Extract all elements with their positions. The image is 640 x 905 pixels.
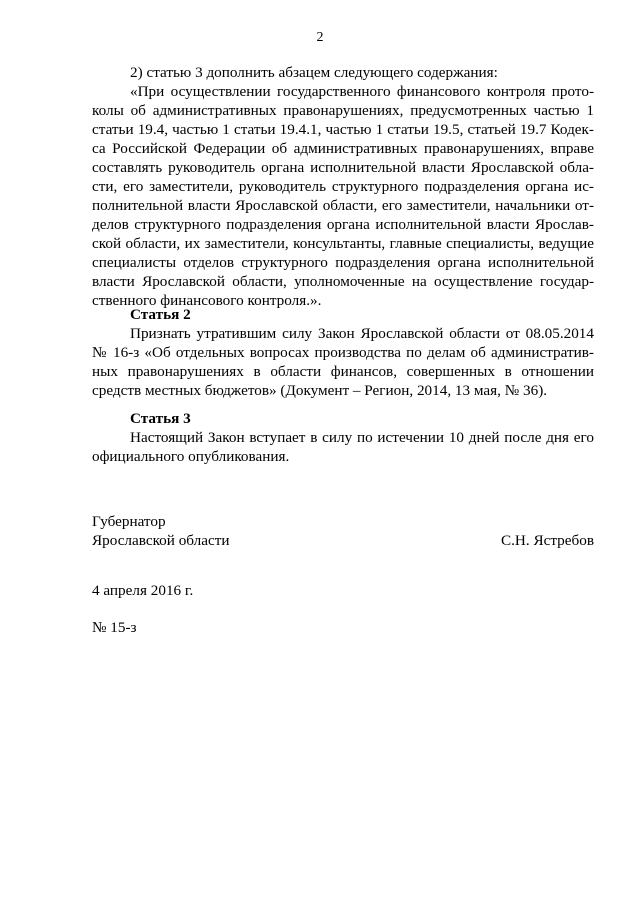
date-block (92, 581, 594, 600)
signature-block (92, 512, 594, 550)
amendment-line: составлять руководитель органа исполнительной власти Ярославской обла- (92, 159, 594, 176)
law-date: 4 апреля 2016 г. (92, 582, 194, 599)
amendment-line: статьи 19.4, частью 1 статьи 19.4.1, частью 1 статьи 19.5, статьей 19.7 Кодек- (92, 121, 594, 138)
article-2-line: Признать утратившим силу Закон Ярославской области от 08.05.2014 (130, 325, 594, 342)
amendment-section (92, 63, 594, 310)
signatory-title: Губернатор (92, 513, 166, 530)
amendment-line: делов структурного подразделения органа исполнительной власти Ярослав- (92, 216, 594, 233)
article-3-line: Настоящий Закон вступает в силу по истечении 10 дней после дня его (130, 429, 594, 446)
number-block (92, 618, 594, 637)
amendment-line: са Российской Федерации об административных правонарушениях, вправе (92, 140, 594, 157)
article-2-heading: Статья 2 (130, 306, 191, 323)
article-3-line: официального опубликования. (92, 448, 290, 465)
signatory-region: Ярославской области (92, 532, 230, 549)
article-3-section (92, 409, 594, 466)
amendment-line: специалисты отделов структурного подразделения органа исполнительной (92, 254, 594, 271)
article-2-line: средств местных бюджетов» (Документ – Регион, 2014, 13 мая, № 36). (92, 382, 548, 399)
law-number: № 15-з (92, 619, 137, 636)
amendment-line: сти, его заместители, руководитель структурного подразделения органа ис- (92, 178, 594, 195)
article-2-section (92, 305, 594, 400)
amendment-line: власти Ярославской области, уполномоченные на осуществление государ- (92, 273, 594, 290)
signatory-name: С.Н. Ястребов (500, 532, 594, 549)
amendment-line: полнительной власти Ярославской области, его заместители, начальники от- (92, 197, 594, 214)
article-3-heading: Статья 3 (130, 410, 191, 427)
amendment-line: ственного финансового контроля.». (92, 292, 322, 309)
article-2-line: ных правонарушениях в области финансов, совершенных в отношении (92, 363, 594, 380)
amendment-line: ской области, их заместители, консультанты, главные специалисты, ведущие (92, 235, 594, 252)
amendment-line: «При осуществлении государственного финансового контроля прото- (130, 83, 594, 100)
article-2-line: № 16-з «Об отдельных вопросах производства по делам об административ- (92, 344, 594, 361)
amendment-intro: 2) статью 3 дополнить абзацем следующего содержания: (130, 64, 498, 81)
amendment-line: колы об административных правонарушениях, предусмотренных частью 1 (92, 102, 594, 119)
page-number: 2 (316, 30, 324, 45)
